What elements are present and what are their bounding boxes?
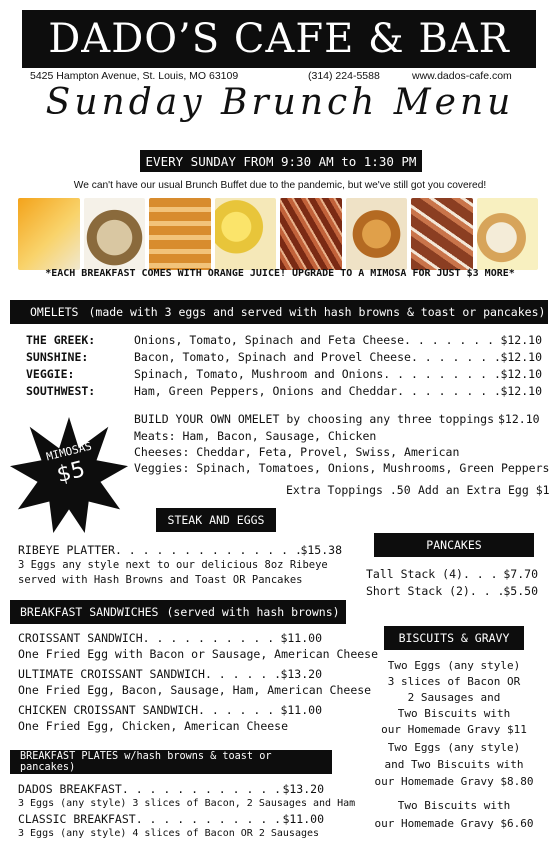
mimosa-price: $5 (54, 456, 88, 489)
sandwiches-heading-note: (served with hash browns) (166, 605, 340, 619)
mimosa-label: MIMOSAS (44, 439, 94, 464)
biscuits-line: Two Biscuits with (397, 707, 511, 720)
biscuits-header-bar (384, 626, 524, 650)
omelet-name: SOUTHWEST: (26, 384, 96, 398)
pancake-price: $7.70 (503, 567, 538, 581)
omelet-row (134, 333, 542, 347)
sandwich-name: ULTIMATE CROISSANT SANDWICH (18, 667, 205, 681)
omelet-row (134, 350, 542, 364)
plate-desc: 3 Eggs (any style) 4 slices of Bacon OR 2 Sausages (18, 828, 320, 839)
byo-cheeses: Cheeses: Cheddar, Feta, Provel, Swiss, American (134, 445, 460, 459)
steak-header-bar (156, 508, 276, 532)
plates-header-bar (10, 750, 332, 774)
sandwiches-heading: BREAKFAST SANDWICHES (20, 605, 159, 619)
omelet-name: SUNSHINE: (26, 350, 89, 364)
hours-text: EVERY SUNDAY FROM 9:30 AM to 1:30 PM (145, 153, 417, 169)
omelet-price: $12.10 (500, 350, 542, 364)
biscuits-heading: BISCUITS & GRAVY (398, 631, 510, 645)
plate-name: DADOS BREAKFAST (18, 782, 122, 796)
plate-desc: 3 Eggs (any style) 3 slices of Bacon, 2 Sausages and Ham (18, 798, 356, 809)
omelet-name: VEGGIE: (26, 367, 75, 381)
sandwiches-header-bar (10, 600, 346, 624)
biscuits-line: our Homemade Gravy $6.60 (374, 817, 534, 830)
sandwich-price: $11.00 (280, 631, 322, 645)
ribeye-desc-1: 3 Eggs any style next to our delicious 8oz Ribeye (18, 559, 328, 571)
pancake-price: $5.50 (503, 584, 538, 598)
extra-toppings: Extra Toppings .50 (286, 483, 411, 497)
omelet-desc: Bacon, Tomato, Spinach and Provel Cheese (134, 350, 411, 364)
biscuits-line: our Homemade Gravy $11 (381, 723, 527, 736)
omelet-row (134, 384, 542, 398)
byo-veggies: Veggies: Spinach, Tomatoes, Onions, Mushrooms, Green Peppers (134, 461, 550, 475)
croissant-photo (346, 198, 408, 270)
omelets-heading: OMELETS (30, 305, 79, 319)
sunday-brunch-title: Sunday Brunch Menu (45, 82, 515, 123)
omelet-desc: Onions, Tomato, Spinach and Feta Cheese (134, 333, 405, 347)
sausage-photo (411, 198, 473, 270)
scrambled-eggs-photo (215, 198, 277, 270)
omelet-desc: Spinach, Tomato, Mushroom and Onions (134, 367, 384, 381)
phone[interactable]: (314) 224-5588 (308, 70, 380, 82)
omelets-heading-note: (made with 3 eggs and served with hash browns & toast or pancakes) (88, 305, 546, 319)
biscuits-line: Two Eggs (any style) (387, 741, 521, 754)
biscuits-gravy-photo (477, 198, 539, 270)
plates-heading: BREAKFAST PLATES w/hash browns & toast or pancakes) (20, 751, 272, 773)
plate-price: $11.00 (282, 812, 324, 826)
pancake-row (366, 584, 538, 598)
plate-name: CLASSIC BREAKFAST (18, 812, 136, 826)
byo-omelet-price: $12.10 (498, 412, 540, 426)
biscuits-line: our Homemade Gravy $8.80 (374, 775, 534, 788)
plate-price: $13.20 (282, 782, 324, 796)
ribeye-name: RIBEYE PLATTER (18, 543, 115, 557)
food-photo-strip (18, 198, 538, 270)
biscuits-option-2 (360, 739, 548, 790)
omelets-header-bar (10, 300, 548, 324)
sandwich-row (18, 667, 322, 681)
pancakes-header-bar (374, 533, 534, 557)
ribeye-price: $15.38 (300, 543, 342, 557)
omelet-name: THE GREEK: (26, 333, 96, 347)
ribeye-desc-2: served with Hash Browns and Toast OR Pancakes (18, 574, 303, 586)
sandwich-desc: One Fried Egg, Bacon, Sausage, Ham, American Cheese (18, 683, 372, 697)
byo-meats: Meats: Ham, Bacon, Sausage, Chicken (134, 429, 377, 443)
omelet-price: $12.10 (500, 333, 542, 347)
pancake-stack-photo (149, 198, 211, 270)
sandwich-price: $11.00 (280, 703, 322, 717)
orange-juice-photo (18, 198, 80, 270)
biscuits-line: 2 Sausages and (407, 691, 501, 704)
omelet-row (134, 367, 542, 381)
biscuits-option-1 (360, 658, 548, 738)
biscuits-line: Two Eggs (any style) (387, 659, 521, 672)
restaurant-title: DADO’S CAFE & BAR (48, 16, 510, 62)
omelet-desc: Ham, Green Peppers, Onions and Cheddar (134, 384, 398, 398)
sandwich-row (18, 703, 322, 717)
sandwich-name: CROISSANT SANDWICH (18, 631, 143, 645)
pancake-name: Tall Stack (4) (366, 567, 463, 581)
pancake-name: Short Stack (2) (366, 584, 470, 598)
biscuits-option-3 (360, 797, 548, 833)
byo-omelet-label: BUILD YOUR OWN OMELET by choosing any three toppings (134, 412, 495, 426)
steak-heading: STEAK AND EGGS (167, 513, 265, 527)
omelet-price: $12.10 (500, 367, 542, 381)
biscuits-line: Two Biscuits with (397, 799, 511, 812)
bacon-photo (280, 198, 342, 270)
sandwich-desc: One Fried Egg with Bacon or Sausage, American Cheese (18, 647, 379, 661)
ribeye-row (18, 543, 342, 557)
hours-bar (140, 150, 422, 172)
sandwich-row (18, 631, 322, 645)
extra-egg: Add an Extra Egg $1 (418, 483, 550, 497)
plate-row (18, 782, 324, 796)
sandwich-price: $13.20 (280, 667, 322, 681)
sandwich-desc: One Fried Egg, Chicken, American Cheese (18, 719, 289, 733)
juice-note: *EACH BREAKFAST COMES WITH ORANGE JUICE! UPGRADE TO A MIMOSA FOR JUST $3 MORE* (45, 268, 515, 279)
biscuits-line: 3 slices of Bacon OR (387, 675, 521, 688)
address: 5425 Hampton Avenue, St. Louis, MO 63109 (30, 70, 239, 82)
website-link[interactable]: www.dados-cafe.com (412, 70, 512, 82)
pancake-row (366, 567, 538, 581)
biscuits-line: and Two Biscuits with (384, 758, 524, 771)
pandemic-note: We can't have our usual Brunch Buffet due to the pandemic, but we've still got you covered! (73, 180, 487, 191)
pancakes-heading: PANCAKES (426, 538, 482, 552)
restaurant-title-bar (22, 10, 536, 68)
plate-row (18, 812, 324, 826)
omelet-price: $12.10 (500, 384, 542, 398)
sandwich-name: CHICKEN CROISSANT SANDWICH (18, 703, 199, 717)
casserole-photo (84, 198, 146, 270)
